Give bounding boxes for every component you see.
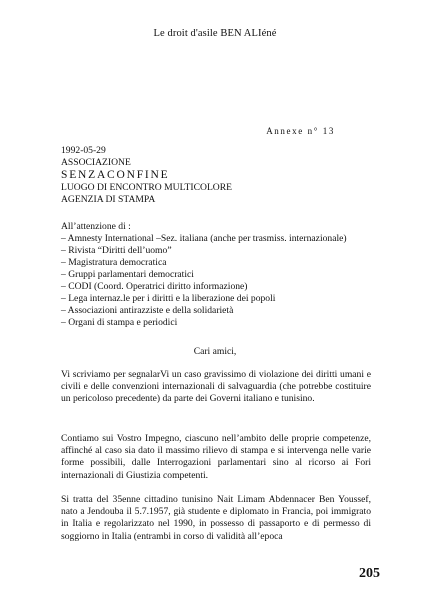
- letter-header: [61, 145, 381, 206]
- body-paragraph: Si tratta del 35enne cittadino tunisino Nait Limam Abdennacer Ben Youssef, nato a Jendouba il 5.7.1957, già studente e diplomato in Francia, poi immigrato in Italia e regolarizzato nel 1990, in possesso di passaporto e di permesso di soggiorno in Italia (entrambi in corso di validità all’epoca: [61, 494, 371, 542]
- recipients-intro: All’attenzione di :: [61, 221, 131, 232]
- org-line-2: AGENZIA DI STAMPA: [61, 194, 156, 205]
- list-item: – Lega internaz.le per i diritti e la liberazione dei popoli: [61, 293, 276, 304]
- salutation: Cari amici,: [193, 346, 237, 357]
- body-paragraph: Vi scriviamo per segnalarVi un caso gravissimo di violazione dei diritti umani e civili e delle convenzioni internazionali di salvaguardia (che potrebbe costituire un pericoloso precedente) da parte dei Governi italiano e tunisino.: [61, 369, 371, 405]
- letter-date: 1992-05-29: [61, 145, 106, 156]
- page-number: 205: [359, 566, 380, 581]
- list-item: – Rivista “Diritti dell’uomo”: [61, 245, 172, 256]
- running-head: Le droit d'asile BEN ALIéné: [153, 28, 277, 39]
- annex-label: Annexe n° 13: [266, 126, 335, 136]
- list-item: – Associazioni antirazziste e della solidarietà: [61, 305, 234, 316]
- recipients-list: [61, 221, 381, 329]
- org-line-1: LUOGO DI ENCONTRO MULTICOLORE: [61, 182, 232, 193]
- list-item: – Magistratura democratica: [61, 257, 167, 268]
- list-item: – CODI (Coord. Operatrici diritto informazione): [61, 281, 248, 292]
- org-type: ASSOCIAZIONE: [61, 157, 131, 168]
- body-paragraph: Contiamo sui Vostro Impegno, ciascuno nell’ambito delle proprie competenze, affinché al caso sia dato il massimo rilievo di stampa e si intervenga nelle varie forme possibili, dalle Interrogazioni parlamentari sino al ricorso ai Fori internazionali di Giustizia competenti.: [61, 433, 371, 481]
- org-name: SENZACONFINE: [61, 169, 170, 181]
- list-item: – Organi di stampa e periodici: [61, 317, 178, 328]
- list-item: – Amnesty International –Sez. italiana (anche per trasmiss. internazionale): [61, 233, 347, 244]
- list-item: – Gruppi parlamentari democratici: [61, 269, 194, 280]
